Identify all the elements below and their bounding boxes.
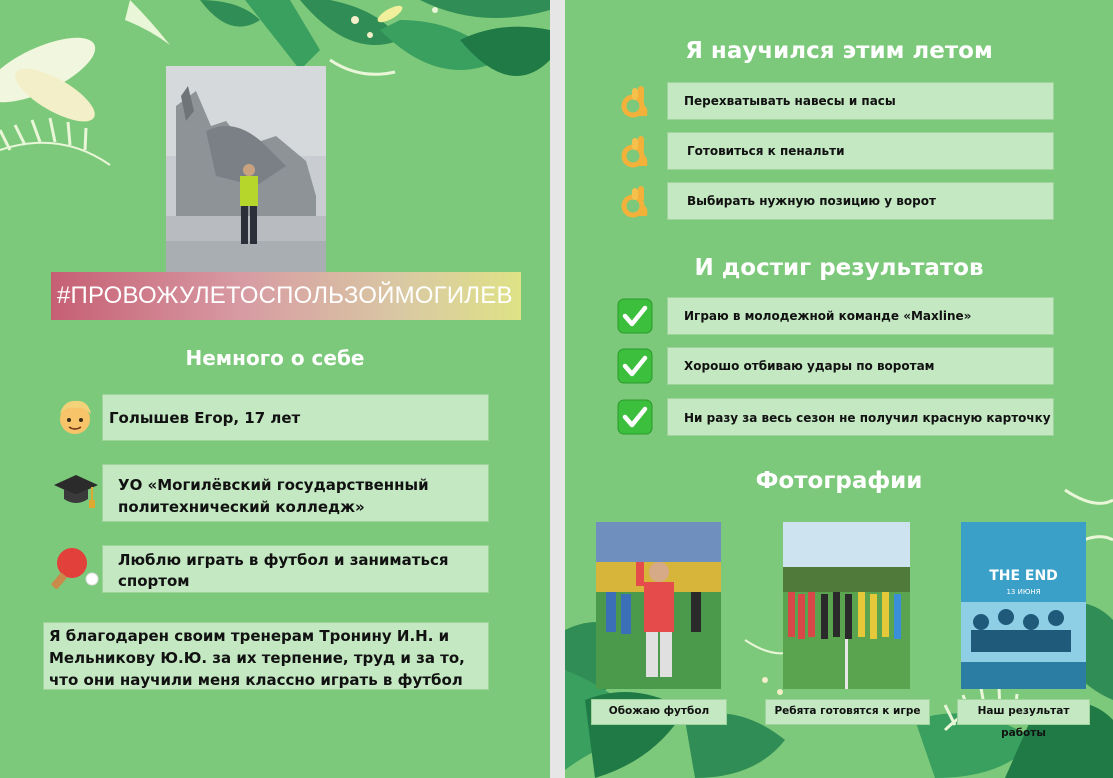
check-mark-icon bbox=[617, 348, 653, 384]
learned-item bbox=[667, 132, 1054, 170]
poster-date: 13 ИЮНЯ bbox=[1006, 588, 1041, 596]
about-item-college bbox=[102, 464, 489, 522]
ok-hand-icon bbox=[619, 134, 651, 170]
result-item-text: Играю в молодежной команде «Maxline» bbox=[684, 309, 972, 323]
ok-hand-icon bbox=[619, 184, 651, 220]
learned-item bbox=[667, 82, 1054, 120]
about-heading: Немного о себе bbox=[185, 346, 365, 370]
result-item bbox=[667, 297, 1054, 335]
photos-heading: Фотографии bbox=[755, 468, 923, 494]
check-mark-icon bbox=[617, 399, 653, 435]
boy-face-icon bbox=[54, 396, 96, 438]
poster-title: THE END bbox=[989, 568, 1058, 584]
result-item bbox=[667, 347, 1054, 385]
learned-item-text: Перехватывать навесы и пасы bbox=[684, 94, 896, 108]
learned-item-text: Готовиться к пенальти bbox=[687, 144, 845, 158]
hashtag-banner: #ПРОВОЖУЛЕТОСПОЛЬЗОЙМОГИЛЕВ bbox=[51, 272, 521, 320]
profile-photo bbox=[166, 66, 326, 272]
about-item-text: Люблю играть в футбол и заниматься спортом bbox=[118, 551, 449, 590]
photo-caption: Наш результат работы bbox=[957, 699, 1090, 725]
learned-item-text: Выбирать нужную позицию у ворот bbox=[687, 194, 936, 208]
thanks-box bbox=[43, 622, 489, 690]
check-mark-icon bbox=[617, 298, 653, 334]
results-heading: И достиг результатов bbox=[694, 255, 984, 281]
result-item bbox=[667, 398, 1054, 436]
page-gutter bbox=[550, 0, 565, 778]
about-item-name bbox=[102, 394, 489, 441]
learned-heading: Я научился этим летом bbox=[685, 38, 993, 64]
right-page bbox=[565, 0, 1113, 778]
photo-team bbox=[783, 522, 910, 689]
photo-football bbox=[596, 522, 721, 689]
result-item-text: Ни разу за весь сезон не получил красную карточку bbox=[684, 411, 1051, 425]
left-page bbox=[0, 0, 550, 778]
graduation-cap-icon bbox=[52, 467, 100, 515]
photo-caption: Обожаю футбол bbox=[591, 699, 727, 725]
learned-item bbox=[667, 182, 1054, 220]
about-item-hobby bbox=[102, 545, 489, 593]
photo-poster bbox=[961, 522, 1086, 689]
photo-caption: Ребята готовятся к игре bbox=[765, 699, 930, 725]
thanks-text: Я благодарен своим тренерам Тронину И.Н. и Мельникову Ю.Ю. за их терпение, труд и за то, что они научили меня классно играть в футбол bbox=[49, 627, 465, 689]
about-item-text: Голышев Егор, 17 лет bbox=[109, 409, 301, 427]
ping-pong-icon bbox=[50, 545, 100, 591]
about-item-text: УО «Могилёвский государственный политехнический колледж» bbox=[118, 476, 429, 516]
ok-hand-icon bbox=[619, 84, 651, 120]
result-item-text: Хорошо отбиваю удары по воротам bbox=[684, 359, 935, 373]
